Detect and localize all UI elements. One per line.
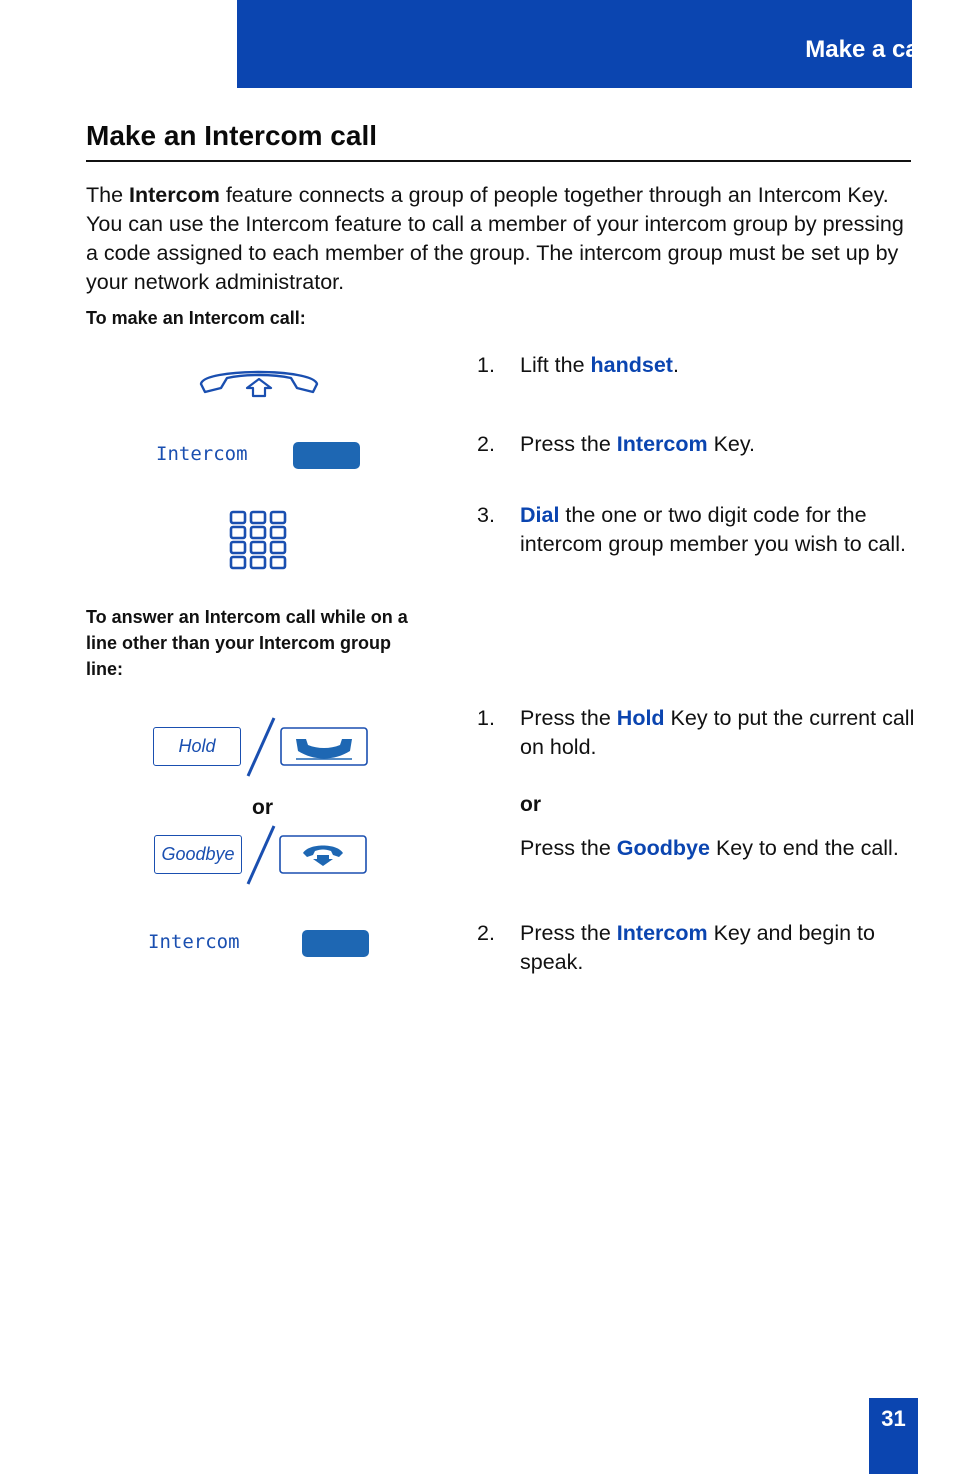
dialpad-icon bbox=[229, 510, 287, 575]
intercom-term: Intercom bbox=[616, 432, 708, 456]
title-divider bbox=[86, 160, 911, 162]
slash-divider bbox=[244, 716, 278, 783]
intercom-key-button[interactable] bbox=[293, 442, 360, 469]
intro-paragraph: The Intercom feature connects a group of people together through an Intercom Key. You can use the Intercom feature to call a member of your intercom group by pressing a code assigned to each member of the group. The intercom group must be set up by your network administrator. bbox=[86, 183, 904, 294]
hold-key[interactable]: Hold bbox=[153, 727, 241, 766]
slash-divider-2 bbox=[244, 824, 278, 891]
intercom-key-label: Intercom bbox=[156, 443, 248, 465]
intercom-term-2: Intercom bbox=[616, 921, 708, 945]
handset-term: handset bbox=[590, 353, 673, 377]
release-key[interactable] bbox=[279, 835, 367, 879]
page-title: Make an Intercom call bbox=[86, 120, 378, 151]
dial-term: Dial bbox=[520, 503, 560, 527]
page-number: 31 bbox=[881, 1406, 906, 1431]
section2-heading: To answer an Intercom call while on a line other than your Intercom group line: bbox=[86, 607, 408, 679]
goodbye-key[interactable]: Goodbye bbox=[154, 835, 242, 874]
intercom-key-label-2: Intercom bbox=[148, 931, 240, 953]
section-header-title: Make a call bbox=[805, 36, 932, 63]
handset-lift-icon bbox=[195, 362, 323, 407]
intercom-key-button-2[interactable] bbox=[302, 930, 369, 957]
goodbye-term: Goodbye bbox=[616, 836, 710, 860]
step-or-label: or bbox=[520, 793, 541, 816]
handsfree-key[interactable] bbox=[280, 727, 368, 771]
icon-or-label: or bbox=[252, 796, 273, 819]
section1-heading: To make an Intercom call: bbox=[86, 308, 306, 328]
page-number-box bbox=[869, 1398, 918, 1474]
hold-term: Hold bbox=[616, 706, 665, 730]
intro-bold-term: Intercom bbox=[129, 183, 220, 207]
